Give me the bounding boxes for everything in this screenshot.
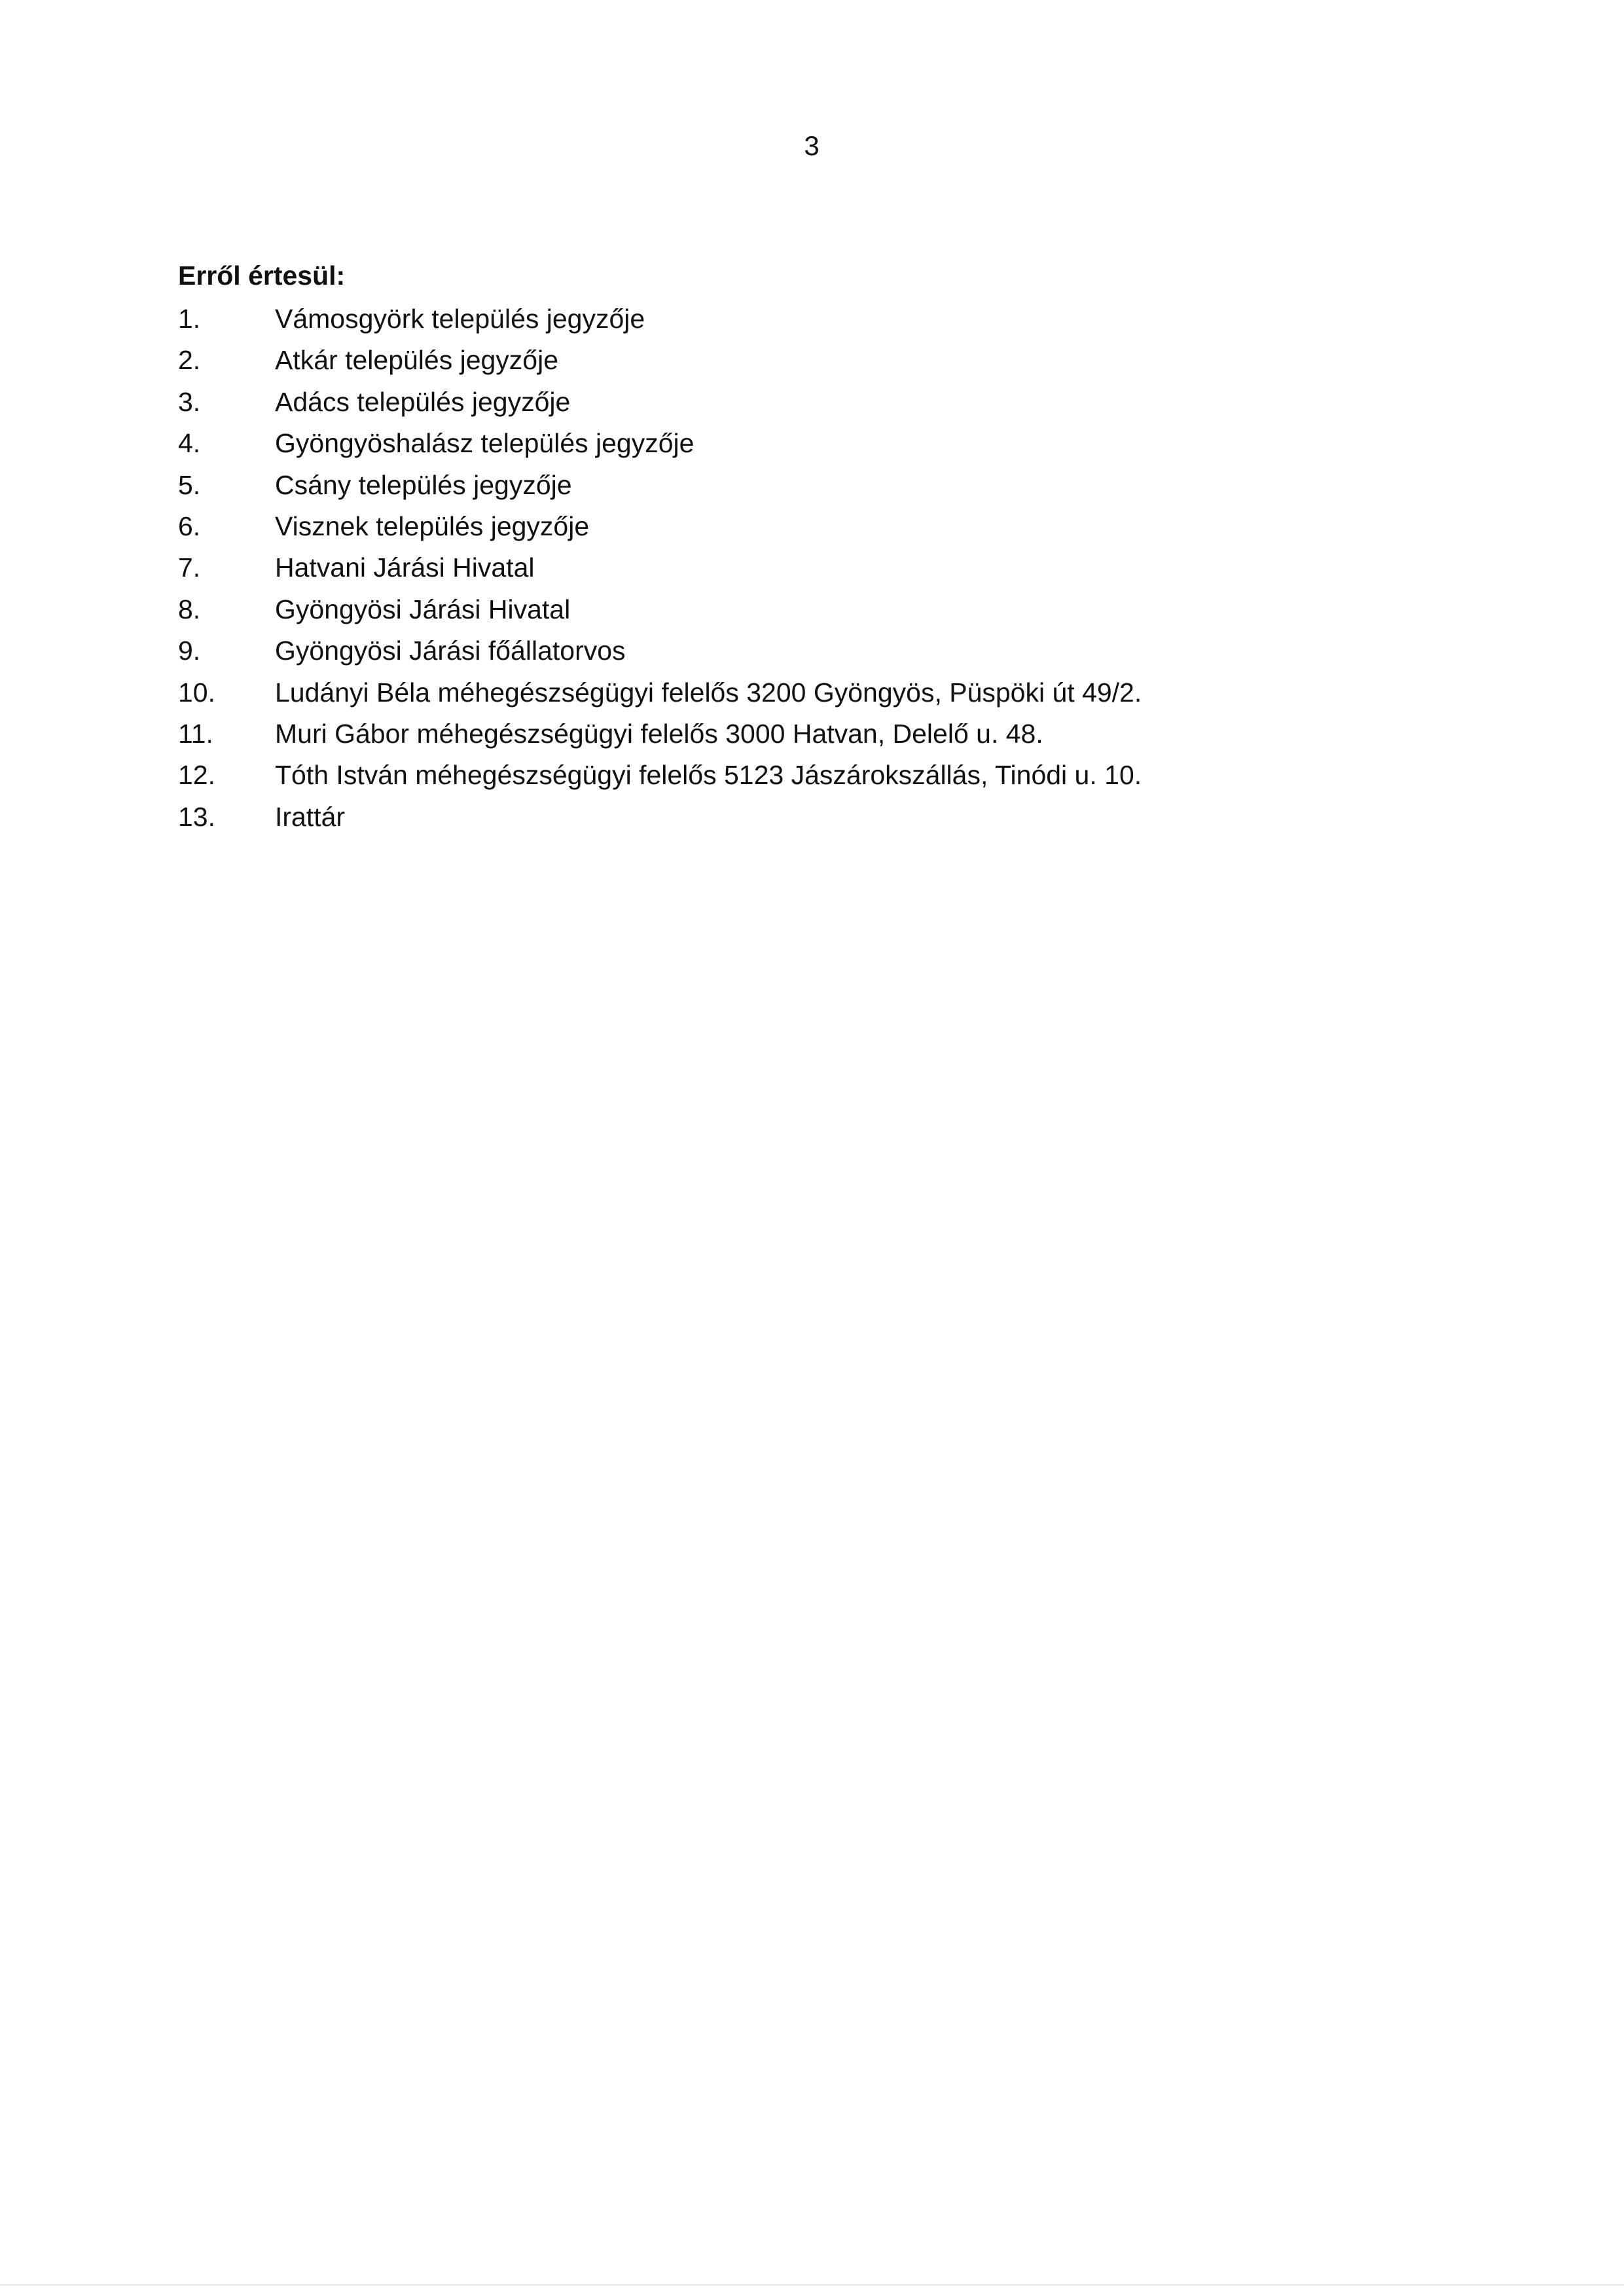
item-number: 10.	[178, 677, 215, 708]
item-text: Gyöngyösi Járási Hivatal	[275, 594, 571, 624]
item-text: Adács település jegyzője	[275, 386, 571, 417]
item-number: 6.	[178, 511, 201, 541]
item-number: 3.	[178, 386, 201, 417]
list-item	[178, 506, 1142, 547]
list-item	[178, 713, 1142, 755]
list-item	[178, 755, 1142, 796]
list-item	[178, 340, 1142, 381]
item-text: Irattár	[275, 801, 346, 832]
item-number: 4.	[178, 428, 201, 459]
item-text: Gyöngyöshalász település jegyzője	[275, 428, 695, 459]
item-text: Tóth István méhegészségügyi felelős 5123 Jászárokszállás, Tinódi u. 10.	[275, 760, 1142, 791]
item-text: Ludányi Béla méhegészségügyi felelős 3200 Gyöngyös, Püspöki út 49/2.	[275, 677, 1142, 708]
recipients-heading: Erről értesül:	[178, 260, 346, 291]
item-text: Csány település jegyzője	[275, 469, 572, 500]
item-number: 13.	[178, 801, 215, 832]
recipient-list	[178, 298, 1142, 838]
item-text: Vámosgyörk település jegyzője	[275, 304, 645, 334]
page-bottom-edge	[0, 2284, 1624, 2286]
item-text: Atkár település jegyzője	[275, 345, 559, 376]
item-number: 8.	[178, 594, 201, 624]
list-item	[178, 465, 1142, 506]
item-text: Muri Gábor méhegészségügyi felelős 3000 Hatvan, Delelő u. 48.	[275, 718, 1043, 749]
list-item	[178, 672, 1142, 713]
list-item	[178, 547, 1142, 588]
list-item	[178, 589, 1142, 630]
item-text: Visznek település jegyzője	[275, 511, 590, 541]
list-item	[178, 630, 1142, 672]
list-item	[178, 298, 1142, 340]
list-item	[178, 382, 1142, 423]
page-number: 3	[804, 130, 820, 161]
item-number: 11.	[178, 718, 213, 749]
list-item	[178, 423, 1142, 464]
item-number: 1.	[178, 304, 201, 334]
item-text: Hatvani Járási Hivatal	[275, 552, 535, 583]
item-number: 2.	[178, 345, 201, 376]
item-number: 7.	[178, 552, 201, 583]
item-text: Gyöngyösi Járási főállatorvos	[275, 636, 626, 666]
list-item	[178, 797, 1142, 838]
item-number: 9.	[178, 636, 201, 666]
item-number: 12.	[178, 760, 215, 791]
item-number: 5.	[178, 469, 201, 500]
